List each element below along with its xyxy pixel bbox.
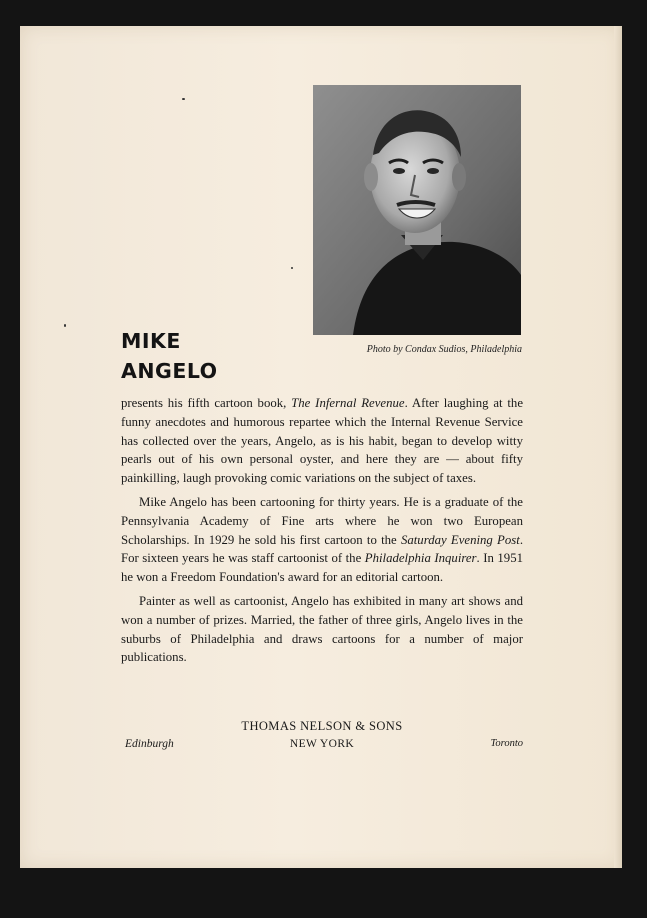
photo-caption: Photo by Condax Sudios, Philadelphia — [366, 344, 522, 355]
publisher-city-right: Toronto — [490, 738, 523, 749]
bio-text: . After laughing at the funny anecdotes and humorous repartee which the Internal Revenue Service has collected over the years, Angelo, as is his habit, began to develop witty pearls out of his own personal oyster, and here they are — about fifty painkilling, laugh provoking comic variations on the subject of taxes. — [121, 396, 524, 486]
publication-title: Saturday Evening Post — [400, 532, 520, 547]
paper-speck — [291, 267, 293, 269]
bio-paragraph — [121, 394, 523, 488]
publisher-name: THOMAS NELSON & SONS — [241, 719, 403, 733]
book-title: The Infernal Revenue — [291, 396, 405, 410]
back-cover — [20, 26, 622, 868]
bio-paragraph: Painter as well as cartoonist, Angelo has exhibited in many art shows and won a number of prizes. Married, the father of three girls, Angelo lives in the suburbs of Philadelphia and draws cartoons for a number of major publications. — [121, 593, 523, 665]
paper-speck — [182, 98, 185, 100]
author-first-name: MIKE — [121, 329, 181, 353]
bio-text: Mike Angelo has been cartooning for thirty years. He is a graduate of the Pennsylvania Academy of Fine arts where he won two European Scholarships. In 1929 he sold his first cartoon to the — [121, 494, 523, 547]
bio-paragraph — [121, 493, 523, 587]
publisher-city-left: Edinburgh — [125, 738, 174, 750]
paper-speck — [64, 324, 66, 327]
bio-text: . For sixteen years he was staff cartoonist of the — [121, 532, 524, 566]
page-edge — [614, 26, 622, 868]
author-last-name: ANGELO — [121, 359, 218, 383]
author-name — [121, 326, 218, 386]
bio-text: presents his fifth cartoon book, — [121, 396, 292, 410]
publisher-city-center: NEW YORK — [289, 738, 355, 750]
publication-title: Philadelphia Inquirer — [364, 551, 477, 566]
bio-text: . In 1951 he won a Freedom Foundation's award for an editorial cartoon. — [121, 551, 523, 585]
author-bio — [121, 394, 523, 672]
author-photo — [313, 85, 521, 335]
